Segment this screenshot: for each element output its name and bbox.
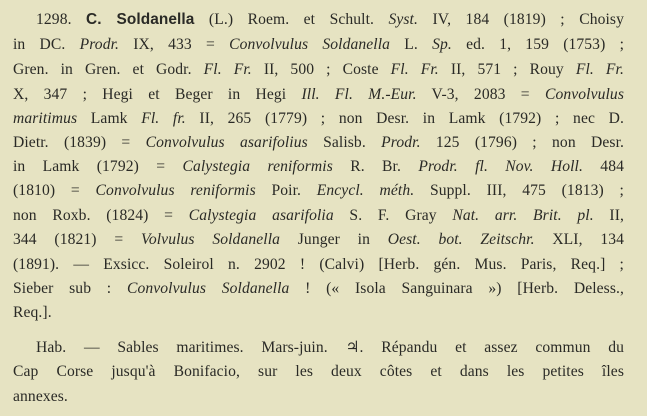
italic-text: Prodr. — [79, 36, 120, 53]
text-segment: annexes. — [13, 388, 68, 405]
text-segment: V-3, 2083 = — [416, 86, 545, 103]
italic-text: Fl. Fr. — [203, 61, 252, 78]
italic-text: Syst. — [388, 11, 418, 28]
text-segment: XLI, 134 — [534, 231, 625, 248]
synonymy-line — [13, 132, 624, 153]
italic-text: Prodr. fl. Nov. Holl. — [418, 158, 583, 175]
habitat-line — [13, 361, 624, 382]
italic-text: Convolvulus Soldanella — [229, 36, 391, 53]
text-segment: 1298. — [36, 11, 87, 28]
italic-text: Nat. arr. Brit. pl. — [452, 207, 594, 224]
habitat-line — [13, 386, 624, 407]
text-segment: 344 (1821) = — [13, 231, 141, 248]
text-segment: Lamk — [77, 110, 142, 127]
synonymy-line — [13, 254, 624, 275]
text-segment: S. F. Gray — [333, 207, 453, 224]
synonymy-line — [13, 180, 624, 201]
text-segment: 484 — [582, 158, 624, 175]
text-segment: X, 347 ; Hegi et Beger in Hegi — [13, 86, 302, 103]
italic-text: Volvulus Soldanella — [140, 231, 281, 248]
synonymy-line — [13, 205, 624, 226]
habitat-line — [36, 337, 624, 358]
italic-text: Ill. Fl. M.-Eur. — [301, 86, 417, 103]
italic-text: Prodr. — [381, 134, 421, 151]
italic-text: Encycl. méth. — [316, 182, 415, 199]
italic-text: Calystegia reniformis — [182, 158, 333, 175]
text-segment: Req.]. — [13, 304, 52, 321]
italic-text: Calystegia asarifolia — [188, 207, 334, 224]
text-segment: Dietr. (1839) = — [13, 134, 146, 151]
text-segment: II, — [593, 207, 624, 224]
text-segment: (1891). — Exsicc. Soleirol n. 2902 ! (Calvi) [Herb. gén. Mus. Paris, Req.] ; — [13, 256, 624, 273]
text-segment: Hab. — Sables maritimes. Mars-juin. ♃. Répandu et assez commun du — [36, 339, 624, 356]
italic-text: Fl. fr. — [141, 110, 186, 127]
synonymy-line — [13, 84, 624, 105]
italic-text: Convolvulus asarifolius — [145, 134, 308, 151]
italic-text: Convolvulus Soldanella — [126, 280, 290, 297]
synonymy-line — [13, 229, 624, 250]
synonymy-line — [13, 302, 624, 323]
text-segment: II, 500 ; Coste — [251, 61, 391, 78]
text-segment: Poir. — [255, 182, 317, 199]
italic-text: Fl. Fr. — [575, 61, 624, 78]
text-segment: ! (« Isola Sanguinara ») [Herb. Deless., — [289, 280, 625, 297]
text-segment: Sieber sub : — [13, 280, 127, 297]
text-segment: in DC. — [13, 36, 80, 53]
italic-text: Oest. bot. Zeitschr. — [387, 231, 535, 248]
text-segment: L. — [390, 36, 433, 53]
text-segment: R. Br. — [332, 158, 419, 175]
text-segment: Salisb. — [307, 134, 382, 151]
text-segment: in Lamk (1792) = — [13, 158, 183, 175]
text-segment: 125 (1796) ; non Desr. — [420, 134, 624, 151]
synonymy-line — [13, 108, 624, 129]
text-segment: ed. 1, 159 (1753) ; — [451, 36, 625, 53]
italic-text: Fl. Fr. — [390, 61, 439, 78]
synonymy-line — [13, 156, 624, 177]
italic-text: Convolvulus reniformis — [95, 182, 256, 199]
text-segment: Cap Corse jusqu'à Bonifacio, sur les deux côtes et dans les petites îles — [13, 363, 624, 380]
text-segment: non Roxb. (1824) = — [13, 207, 189, 224]
synonymy-line — [13, 34, 624, 55]
text-segment: Junger in — [280, 231, 388, 248]
synonymy-line — [36, 9, 624, 30]
synonymy-line — [13, 59, 624, 80]
text-segment: IV, 184 (1819) ; Choisy — [418, 11, 624, 28]
text-segment: (L.) Roem. et Schult. — [194, 11, 389, 28]
italic-text: Convolvulus — [544, 86, 624, 103]
text-segment: IX, 433 = — [119, 36, 230, 53]
text-segment: (1810) = — [13, 182, 96, 199]
synonymy-line — [13, 278, 624, 299]
italic-text: Sp. — [432, 36, 452, 53]
text-segment: II, 265 (1779) ; non Desr. in Lamk (1792) ; nec D. — [185, 110, 624, 127]
text-segment: Suppl. III, 475 (1813) ; — [414, 182, 624, 199]
text-segment: Gren. in Gren. et Godr. — [13, 61, 204, 78]
taxon-name: C. Soldanella — [86, 11, 195, 28]
italic-text: maritimus — [13, 110, 78, 127]
text-segment: II, 571 ; Rouy — [438, 61, 576, 78]
